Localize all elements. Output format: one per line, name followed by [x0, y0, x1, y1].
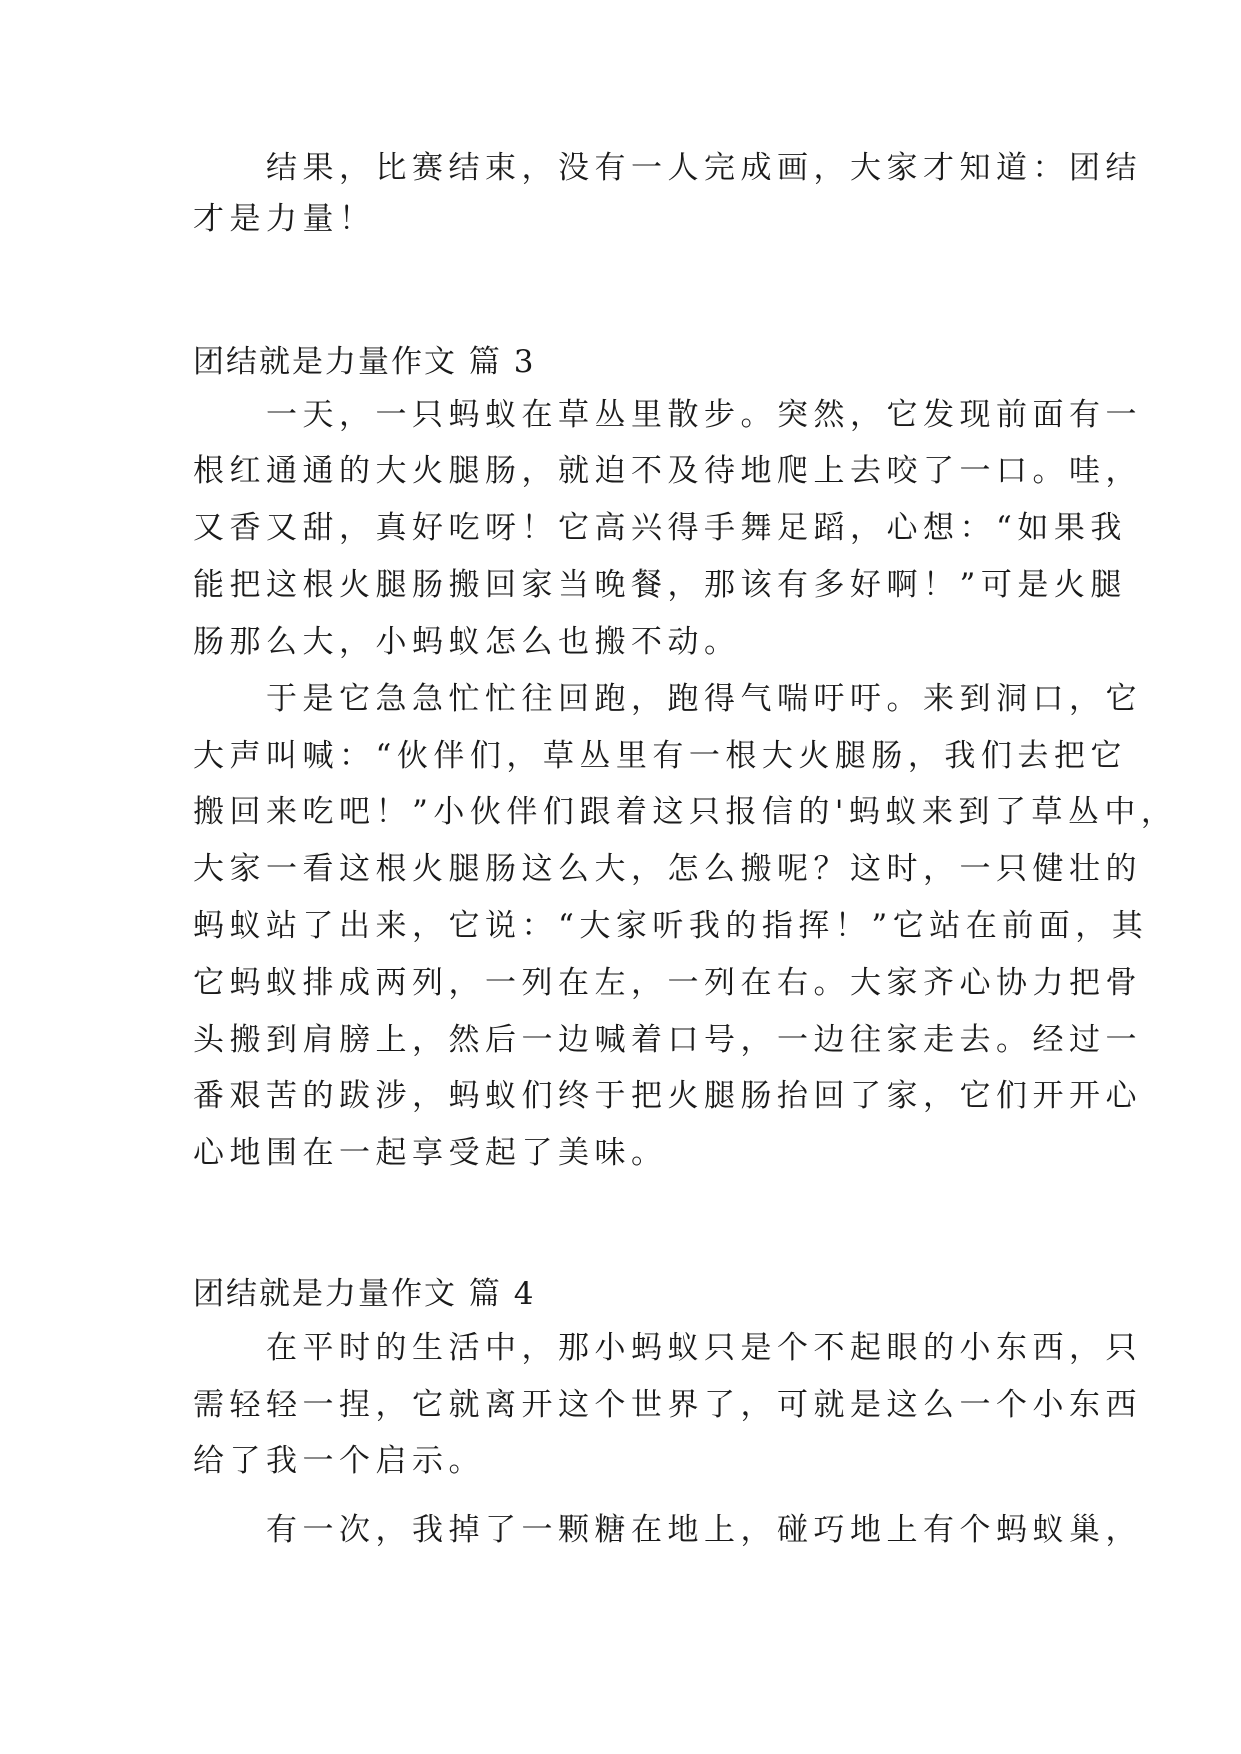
paragraph-line: 有一次，我掉了一颗糖在地上，碰巧地上有个蚂蚁巢， — [193, 1512, 1142, 1548]
paragraph-line: 番艰苦的跋涉，蚂蚁们终于把火腿肠抬回了家，它们开开心 — [193, 1078, 1142, 1114]
paragraph-line: 又香又甜，真好吃呀！它高兴得手舞足蹈，心想：“如果我 — [193, 510, 1127, 546]
paragraph-line: 结果，比赛结束，没有一人完成画，大家才知道：团结 — [193, 150, 1142, 186]
paragraph-line: 能把这根火腿肠搬回家当晚餐，那该有多好啊！”可是火腿 — [193, 567, 1127, 603]
paragraph-line: 大声叫喊：“伙伴们，草丛里有一根大火腿肠，我们去把它 — [193, 738, 1127, 774]
paragraph-line: 一天，一只蚂蚁在草丛里散步。突然，它发现前面有一 — [193, 397, 1142, 433]
paragraph-line: 在平时的生活中，那小蚂蚁只是个不起眼的小东西，只 — [193, 1330, 1142, 1366]
section-heading: 团结就是力量作文 篇 3 — [193, 344, 536, 380]
paragraph-line: 肠那么大，小蚂蚁怎么也搬不动。 — [193, 624, 741, 660]
paragraph-line: 根红通通的大火腿肠，就迫不及待地爬上去咬了一口。哇， — [193, 453, 1142, 489]
paragraph-line: 搬回来吃吧！”小伙伴们跟着这只报信的'蚂蚁来到了草丛中， — [193, 794, 1178, 830]
paragraph-line: 于是它急急忙忙往回跑，跑得气喘吁吁。来到洞口，它 — [193, 681, 1142, 717]
paragraph-line: 头搬到肩膀上，然后一边喊着口号，一边往家走去。经过一 — [193, 1022, 1142, 1058]
paragraph-line: 给了我一个启示。 — [193, 1443, 485, 1479]
paragraph-line: 心地围在一起享受起了美味。 — [193, 1135, 668, 1171]
paragraph-line: 大家一看这根火腿肠这么大，怎么搬呢？这时，一只健壮的 — [193, 851, 1142, 887]
section-heading: 团结就是力量作文 篇 4 — [193, 1276, 536, 1312]
paragraph-line: 需轻轻一捏，它就离开这个世界了，可就是这么一个小东西 — [193, 1387, 1142, 1423]
paragraph-line: 它蚂蚁排成两列，一列在左，一列在右。大家齐心协力把骨 — [193, 965, 1142, 1001]
paragraph-line: 才是力量！ — [193, 201, 376, 237]
paragraph-line: 蚂蚁站了出来，它说：“大家听我的指挥！”它站在前面，其 — [193, 908, 1149, 944]
